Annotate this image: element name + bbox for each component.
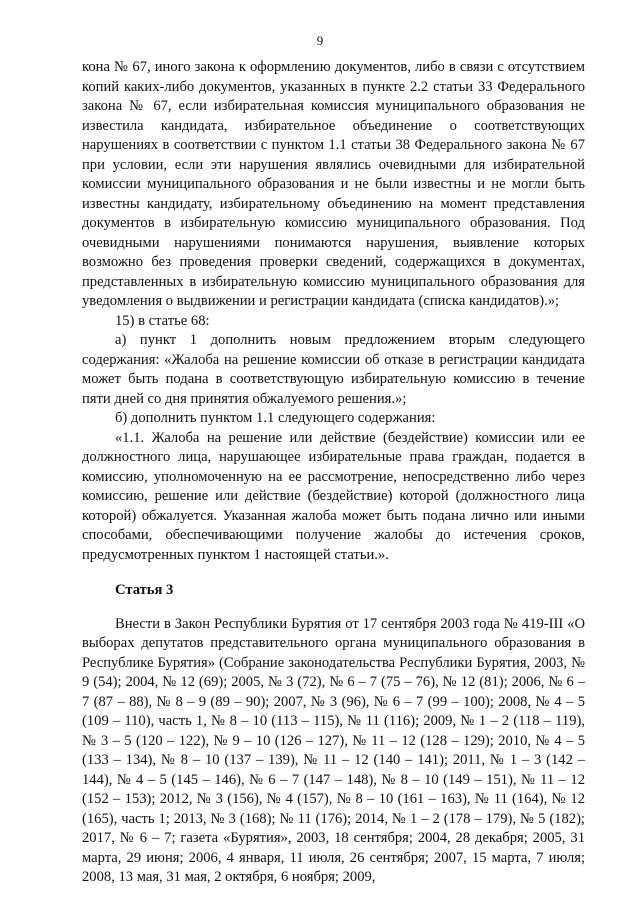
document-body bbox=[82, 58, 585, 888]
paragraph-item-15: 15) в статье 68: bbox=[115, 312, 210, 329]
paragraph-quote-1-1: «1.1. Жалоба на решение или действие (бездействие) комиссии или ее должностного лица, нарушающее избирательные права граждан, подается в комиссию, уполномоченную на ее рассмотрение, непосредственно либо через комиссию, решение или действие (бездействие) которой (должностного лица которой) обжалуется. Указанная жалоба может быть подана лично или иными способами, обеспечивающими получение жалобы до истечения сроков, предусмотренных пунктом 1 настоящей статьи.». bbox=[82, 429, 585, 563]
paragraph-continuation: кона № 67, иного закона к оформлению документов, либо в связи с отсутствием копий каких-либо документов, указанных в пункте 2.2 статьи 33 Федерального закона № 67, если избирательная комиссия муниципального образования не известила кандидата, избирательное объединение о соответствующих нарушениях в соответствии с пунктом 1.1 статьи 38 Федерального закона № 67 при условии, если эти нарушения являлись очевидными для избирательной комиссии муниципального образования и не были известны и не могли быть известны кандидату, избирательному объединению на момент представления документов в избирательную комиссию муниципального образования. Под очевидными нарушениями понимаются нарушения, выявление которых возможно без проведения проверки сведений, содержащихся в документах, представленных в избирательную комиссию муниципального образования для уведомления о выдвижении и регистрации кандидата (списка кандидатов).»; bbox=[82, 59, 585, 309]
page-number: 9 bbox=[316, 33, 324, 48]
paragraph-subitem-b: б) дополнить пунктом 1.1 следующего содержания: bbox=[115, 410, 436, 426]
article-heading: Статья 3 bbox=[115, 582, 174, 598]
paragraph-subitem-a: а) пункт 1 дополнить новым предложением вторым следующего содержания: «Жалоба на решение комиссии об отказе в регистрации кандидата может быть подана в соответствующую избирательную комиссию в течение пяти дней со дня принятия обжалуемого решения.»; bbox=[82, 332, 585, 407]
paragraph-article-3: Внести в Закон Республики Бурятия от 17 сентября 2003 года № 419-III «О выборах депутатов представительного органа муниципального образования в Республике Бурятия» (Собрание законодательства Республики Бурятия, 2003, № 9 (54); 2004, № 12 (69); 2005, № 3 (72), № 6 – 7 (75 – 76), № 12 (81); 2006, № 6 – 7 (87 – 88), № 8 – 9 (89 – 90); 2007, № 3 (96), № 6 – 7 (99 – 100); 2008, № 4 – 5 (109 – 110), часть 1, № 8 – 10 (113 – 115), № 11 (116); 2009, № 1 – 2 (118 – 119), № 3 – 5 (120 – 122), № 9 – 10 (126 – 127), № 11 – 12 (128 – 129); 2010, № 4 – 5 (133 – 134), № 8 – 10 (137 – 139), № 11 – 12 (140 – 141); 2011, № 1 – 3 (142 – 144), № 4 – 5 (145 – 146), № 6 – 7 (147 – 148), № 8 – 10 (149 – 151), № 11 – 12 (152 – 153); 2012, № 3 (156), № 4 (157), № 8 – 10 (161 – 163), № 11 (164), № 12 (165), часть 1; 2013, № 3 (168); № 11 (176); 2014, № 1 – 2 (178 – 179), № 5 (182); 2017, № 6 – 7; газета «Бурятия», 2003, 18 сентября; 2004, 28 декабря; 2005, 31 марта, 29 июня; 2006, 4 января, 11 июля, 26 сентября; 2007, 15 марта, 7 июля; 2008, 13 мая, 31 мая, 2 октября, 6 ноября; 2009, bbox=[82, 615, 585, 885]
